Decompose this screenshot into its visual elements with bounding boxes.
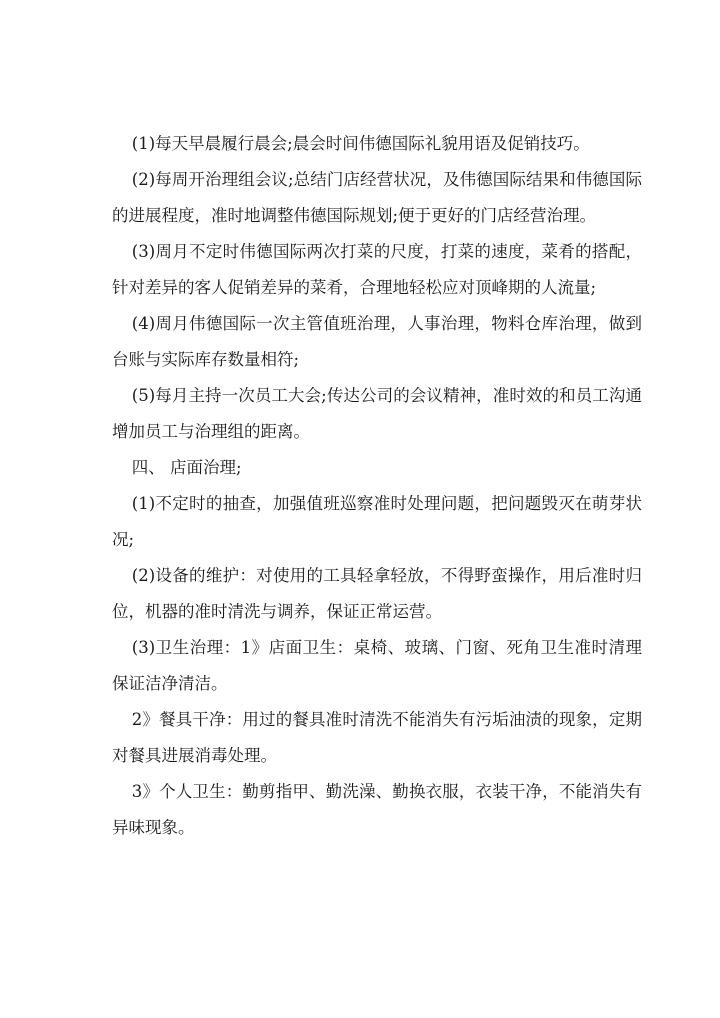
section-heading-store-management: 四、 店面治理; (131, 458, 242, 477)
paragraph-dish-standards: (3)周月不定时伟德国际两次打菜的尺度，打菜的速度，菜肴的搭配，针对差异的客人促销差异的菜肴，合理地轻松应对顶峰期的人流量; (112, 242, 642, 297)
paragraph-staff-meeting: (5)每月主持一次员工大会;传达公司的会议精神，准时效的和员工沟通增加员工与治理组的距离。 (112, 386, 642, 441)
paragraph-spot-checks: (1)不定时的抽查，加强值班巡察准时处理问题，把问题毁灭在萌芽状况; (112, 494, 642, 549)
paragraph-hygiene-personal: 3》个人卫生：勤剪指甲、勤洗澡、勤换衣服，衣装干净，不能消失有异味现象。 (112, 782, 642, 837)
paragraph-hygiene-tableware: 2》餐具干净：用过的餐具准时清洗不能消失有污垢油渍的现象，定期对餐具进展消毒处理。 (112, 710, 642, 765)
document-body (112, 126, 642, 846)
paragraph-supervisor-duty: (4)周月伟德国际一次主管值班治理，人事治理，物料仓库治理，做到台账与实际库存数量相符; (112, 314, 642, 369)
paragraph-weekly-meeting: (2)每周开治理组会议;总结门店经营状况，及伟德国际结果和伟德国际的进展程度，准时地调整伟德国际规划;便于更好的门店经营治理。 (112, 170, 642, 225)
paragraph-hygiene-store: (3)卫生治理：1》店面卫生：桌椅、玻璃、门窗、死角卫生准时清理保证洁净清洁。 (112, 638, 642, 693)
paragraph-equipment-maintenance: (2)设备的维护：对使用的工具轻拿轻放，不得野蛮操作，用后准时归位，机器的准时清洗与调养，保证正常运营。 (112, 566, 642, 621)
paragraph-morning-meeting: (1)每天早晨履行晨会;晨会时间伟德国际礼貌用语及促销技巧。 (131, 134, 590, 153)
